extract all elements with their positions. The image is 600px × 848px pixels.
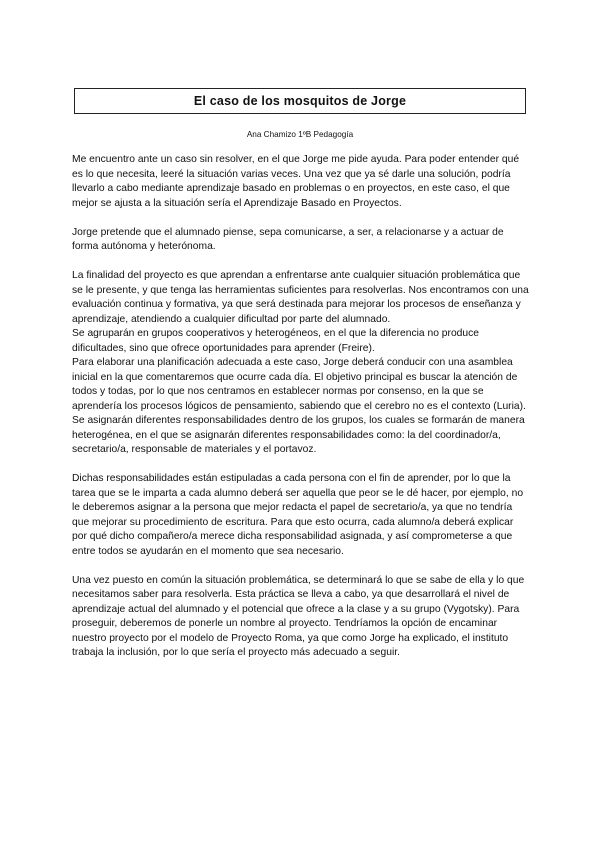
paragraph: La finalidad del proyecto es que aprendan a enfrentarse ante cualquier situación problemática que se le presente, y que tenga las herramientas suficientes para resolverlas. Nos encontramos con una evaluación continua y formativa, ya que será destinada para mejorar los procesos de enseñanza y aprendizaje, atendiendo a cualquier dificultad por parte del alumnado. (72, 270, 529, 325)
paragraph: Jorge pretende que el alumnado piense, sepa comunicarse, a ser, a relacionarse y a actuar de forma autónoma y heterónoma. (72, 226, 504, 252)
paragraph: Una vez puesto en común la situación problemática, se determinará lo que se sabe de ella y lo que necesitamos saber para resolverla. Esta práctica se lleva a cabo, ya que desarrollará el nivel de aprendizaje actual del alumnado y el potencial que ofrece a la clase y a su grupo (Vygotsky). Para proseguir, deberemos de ponerle un nombre al proyecto. Tendríamos la opción de encaminar nuestro proyecto por el modelo de Proyecto Roma, ya que como Jorge ha explicado, el instituto trabaja la inclusión, por lo que sería el proyecto más adecuado a seguir. (72, 574, 525, 658)
document-body (72, 153, 530, 661)
paragraph: Dichas responsabilidades están estipuladas a cada persona con el fin de aprender, por lo que la tarea que se le imparta a cada alumno deberá ser aquella que peor se le dé hacer, por ejemplo, no le deberemos asignar a la persona que mejor redacta el papel de secretario/a, ya que no tendría que mejorar su procedimiento de escritura. Para que esto ocurra, cada alumno/a deberá explicar por qué dicho compañero/a merece dicha responsabilidad asignada, y así comprometerse a que entre todos se ayudarán en el momento que sea necesario. (72, 473, 524, 557)
paragraph: Me encuentro ante un caso sin resolver, en el que Jorge me pide ayuda. Para poder entender qué es lo que necesita, leeré la situación varias veces. Una vez que ya sé darle una solución, podría llevarlo a cabo mediante aprendizaje basado en problemas o en proyectos, en este caso, el que mejor se ajusta a la situación sería el Aprendizaje Basado en Proyectos. (72, 154, 520, 209)
paragraph: Para elaborar una planificación adecuada a este caso, Jorge deberá conducir con una asamblea inicial en la que comentaremos que ocurre cada día. El objetivo principal es buscar la atención de todos y todas, por lo que nos centramos en establecer normas por consenso, en la que se aprendería los procesos lógicos de pensamiento, sabiendo que el cerebro no es el contexto (Luria). Se asignarán diferentes responsabilidades dentro de los grupos, los cuales se formarán de manera heterogénea, en el que se asignarán diferentes responsabilidades como: la del coordinador/a, secretario/a, responsable de materiales y el portavoz. (72, 357, 526, 455)
document-title: El caso de los mosquitos de Jorge (74, 88, 526, 114)
paragraph: Se agruparán en grupos cooperativos y heterogéneos, en el que la diferencia no produce dificultades, sino que ofrece oportunidades para aprender (Freire). (72, 328, 480, 354)
author-line: Ana Chamizo 1ºB Pedagogía (246, 130, 354, 139)
